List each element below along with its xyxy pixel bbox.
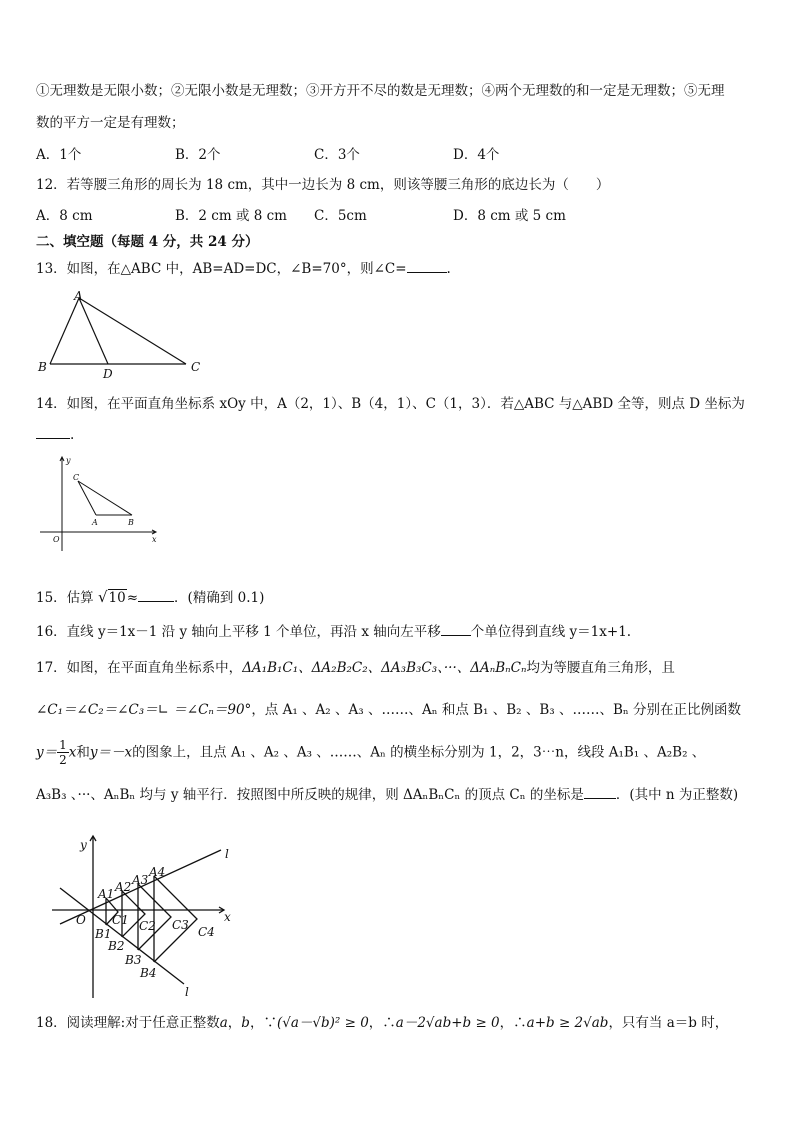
q17-and: 和 [76,744,90,761]
q18-prefix: 18．阅读理解:对于任意正整数 [36,1015,220,1031]
q14-tail: . [70,427,75,443]
q17-label-a2: A2 [115,880,132,894]
q18-var-b: b [241,1015,250,1031]
q17-label-c1: C1 [112,913,129,927]
q18-therefore-2: ，∴ [499,1015,527,1031]
q17-label-l-top: l [225,847,229,861]
q14-label-x: x [152,535,157,544]
q17-pattern-figure [48,832,248,1002]
q16-tail: 个单位得到直线 y＝1x+1. [470,624,632,640]
q16-prefix: 16．直线 y＝1x－1 沿 y 轴向上平移 1 个单位，再沿 x 轴向左平移 [36,624,441,640]
q14-question: 14．如图，在平面直角坐标系 xOy 中，A（2，1）、B（4，1）、C（1，3）．若△ABC 与△ABD 全等，则点 D 坐标为 [36,396,745,412]
q14-side-cb [78,481,132,515]
q17-label-b1: B1 [95,927,112,941]
q17-triangle-list: ΔA₁B₁C₁、ΔA₂B₂C₂、ΔA₃B₃C₃、···、ΔAₙBₙCₙ [242,660,527,676]
q12-option-c: C．5cm [314,208,367,224]
q14-label-a: A [92,518,98,527]
q17-angle-equation: ∠C₁＝∠C₂＝∠C₃＝∟ ＝∠Cₙ＝90° [36,702,252,718]
q14-coordinate-figure [40,453,165,553]
q17-line3-tail: 的图象上，且点 A₁ 、A₂ 、A₃ 、……、Aₙ 的横坐标分别为 1，2，3⋯n，线段 A₁B₁ 、A₂B₂ 、 [132,744,706,761]
q17-line3 [36,738,705,772]
q17-line1-tail: 均为等腰直角三角形，且 [526,660,675,676]
q17-label-o: O [76,913,86,927]
q15-tail: ．(精确到 0.1) [174,590,265,606]
q18-because: ，∵ [249,1015,277,1031]
q17-line4 [36,784,738,805]
q18-therefore-1: ，∴ [368,1015,396,1031]
q17-label-c2: C2 [139,919,156,933]
q17-line2 [36,700,741,720]
q13-label-b: B [38,360,47,374]
q17-label-y: y [80,838,87,852]
q14-label-b: B [128,518,134,527]
q17-label-b4: B4 [140,966,157,980]
q16-question [36,621,631,642]
q17-label-c4: C4 [198,925,215,939]
q12-option-a: A．8 cm [36,208,93,224]
q13-label-d: D [103,367,113,378]
q11-statements-line1: ①无理数是无限小数；②无限小数是无理数；③开方开不尽的数是无理数；④两个无理数的和一定是无理数；⑤无理 [36,83,725,99]
q13-tail: . [446,261,451,277]
q17-fraction [57,738,69,767]
q15-approx: ≈ [126,590,139,606]
q17-label-x: x [224,910,231,924]
q18-inequality-3: a+b ≥ 2√ab [526,1015,609,1031]
q12-option-d: D．8 cm 或 5 cm [453,208,566,224]
q13-answer-blank[interactable] [407,258,447,273]
q17-line4-tail: ．(其中 n 为正整数) [615,787,739,803]
q17-function2: y＝－x [89,744,133,761]
q14-label-y: y [66,456,71,465]
q17-fraction-den: 2 [59,753,67,767]
q13-side-ac [79,298,186,364]
q13-label-c: C [191,360,201,374]
q18-inequality-1: (√a－√b)² ≥ 0 [276,1015,369,1031]
q15-question [36,587,264,608]
q12-question: 12．若等腰三角形的周长为 18 cm，其中一边长为 8 cm，则该等腰三角形的底边长为（ ） [36,177,610,193]
q18-question [36,1013,728,1033]
q17-prefix: 17．如图，在平面直角坐标系中， [36,660,243,676]
radical-icon: √ [97,588,108,606]
q17-line2-tail: ，点 A₁ 、A₂ 、A₃ 、……、Aₙ 和点 B₁ 、B₂ 、B₃ 、……、Bₙ 分别在正比例函数 [251,702,742,718]
q17-fraction-num: 1 [59,738,67,752]
q14-label-o: O [53,535,60,544]
q15-answer-blank[interactable] [138,587,174,602]
q17-label-a4: A4 [149,865,166,879]
q15-sqrt [98,587,127,608]
q11-option-c: C．3个 [314,147,360,163]
q17-label-c3: C3 [172,918,189,932]
q11-option-d: D．4个 [453,147,500,163]
q16-answer-blank[interactable] [441,621,471,636]
q11-option-a: A．1个 [36,147,82,163]
q17-line4-text: A₃B₃ 、···、AₙBₙ 均与 y 轴平行．按照图中所反映的规律，则 ΔAₙBₙCₙ 的顶点 Cₙ 的坐标是 [36,787,584,803]
q13-side-ab [50,298,79,364]
section-fill-in-title: 二、填空题（每题 4 分，共 24 分） [36,234,259,250]
q13-triangle-figure [30,288,210,378]
q18-sep: ， [227,1015,242,1031]
q17-label-l-bottom: l [185,985,189,999]
q17-line1 [36,658,675,678]
q15-prefix: 15．估算 [36,590,98,606]
q18-var-a: a [219,1015,228,1031]
q14-label-c: C [73,473,80,482]
q17-answer-blank[interactable] [584,784,616,799]
q13-text: 13．如图，在△ABC 中，AB=AD=DC，∠B=70°，则∠C= [36,261,407,277]
q14-answer-line [36,424,74,445]
q15-radicand: 10 [108,590,126,606]
q17-label-b2: B2 [108,939,125,953]
q13-segment-ad [79,298,108,364]
q17-label-a1: A1 [98,887,115,901]
q18-tail: ，只有当 a＝b 时， [608,1015,729,1031]
q11-statements-line2: 数的平方一定是有理数； [36,115,185,131]
q14-answer-blank[interactable] [36,424,70,439]
q17-label-a3: A3 [132,873,149,887]
q11-option-b: B．2个 [175,147,221,163]
q17-function1-x: x [68,744,77,761]
q13-label-a: A [74,289,83,303]
q17-function1-lhs: y＝ [36,744,58,761]
q12-option-b: B．2 cm 或 8 cm [175,208,287,224]
q18-inequality-2: a－2√ab+b ≥ 0 [395,1015,500,1031]
q13-question [36,258,451,279]
q17-label-b3: B3 [125,953,142,967]
